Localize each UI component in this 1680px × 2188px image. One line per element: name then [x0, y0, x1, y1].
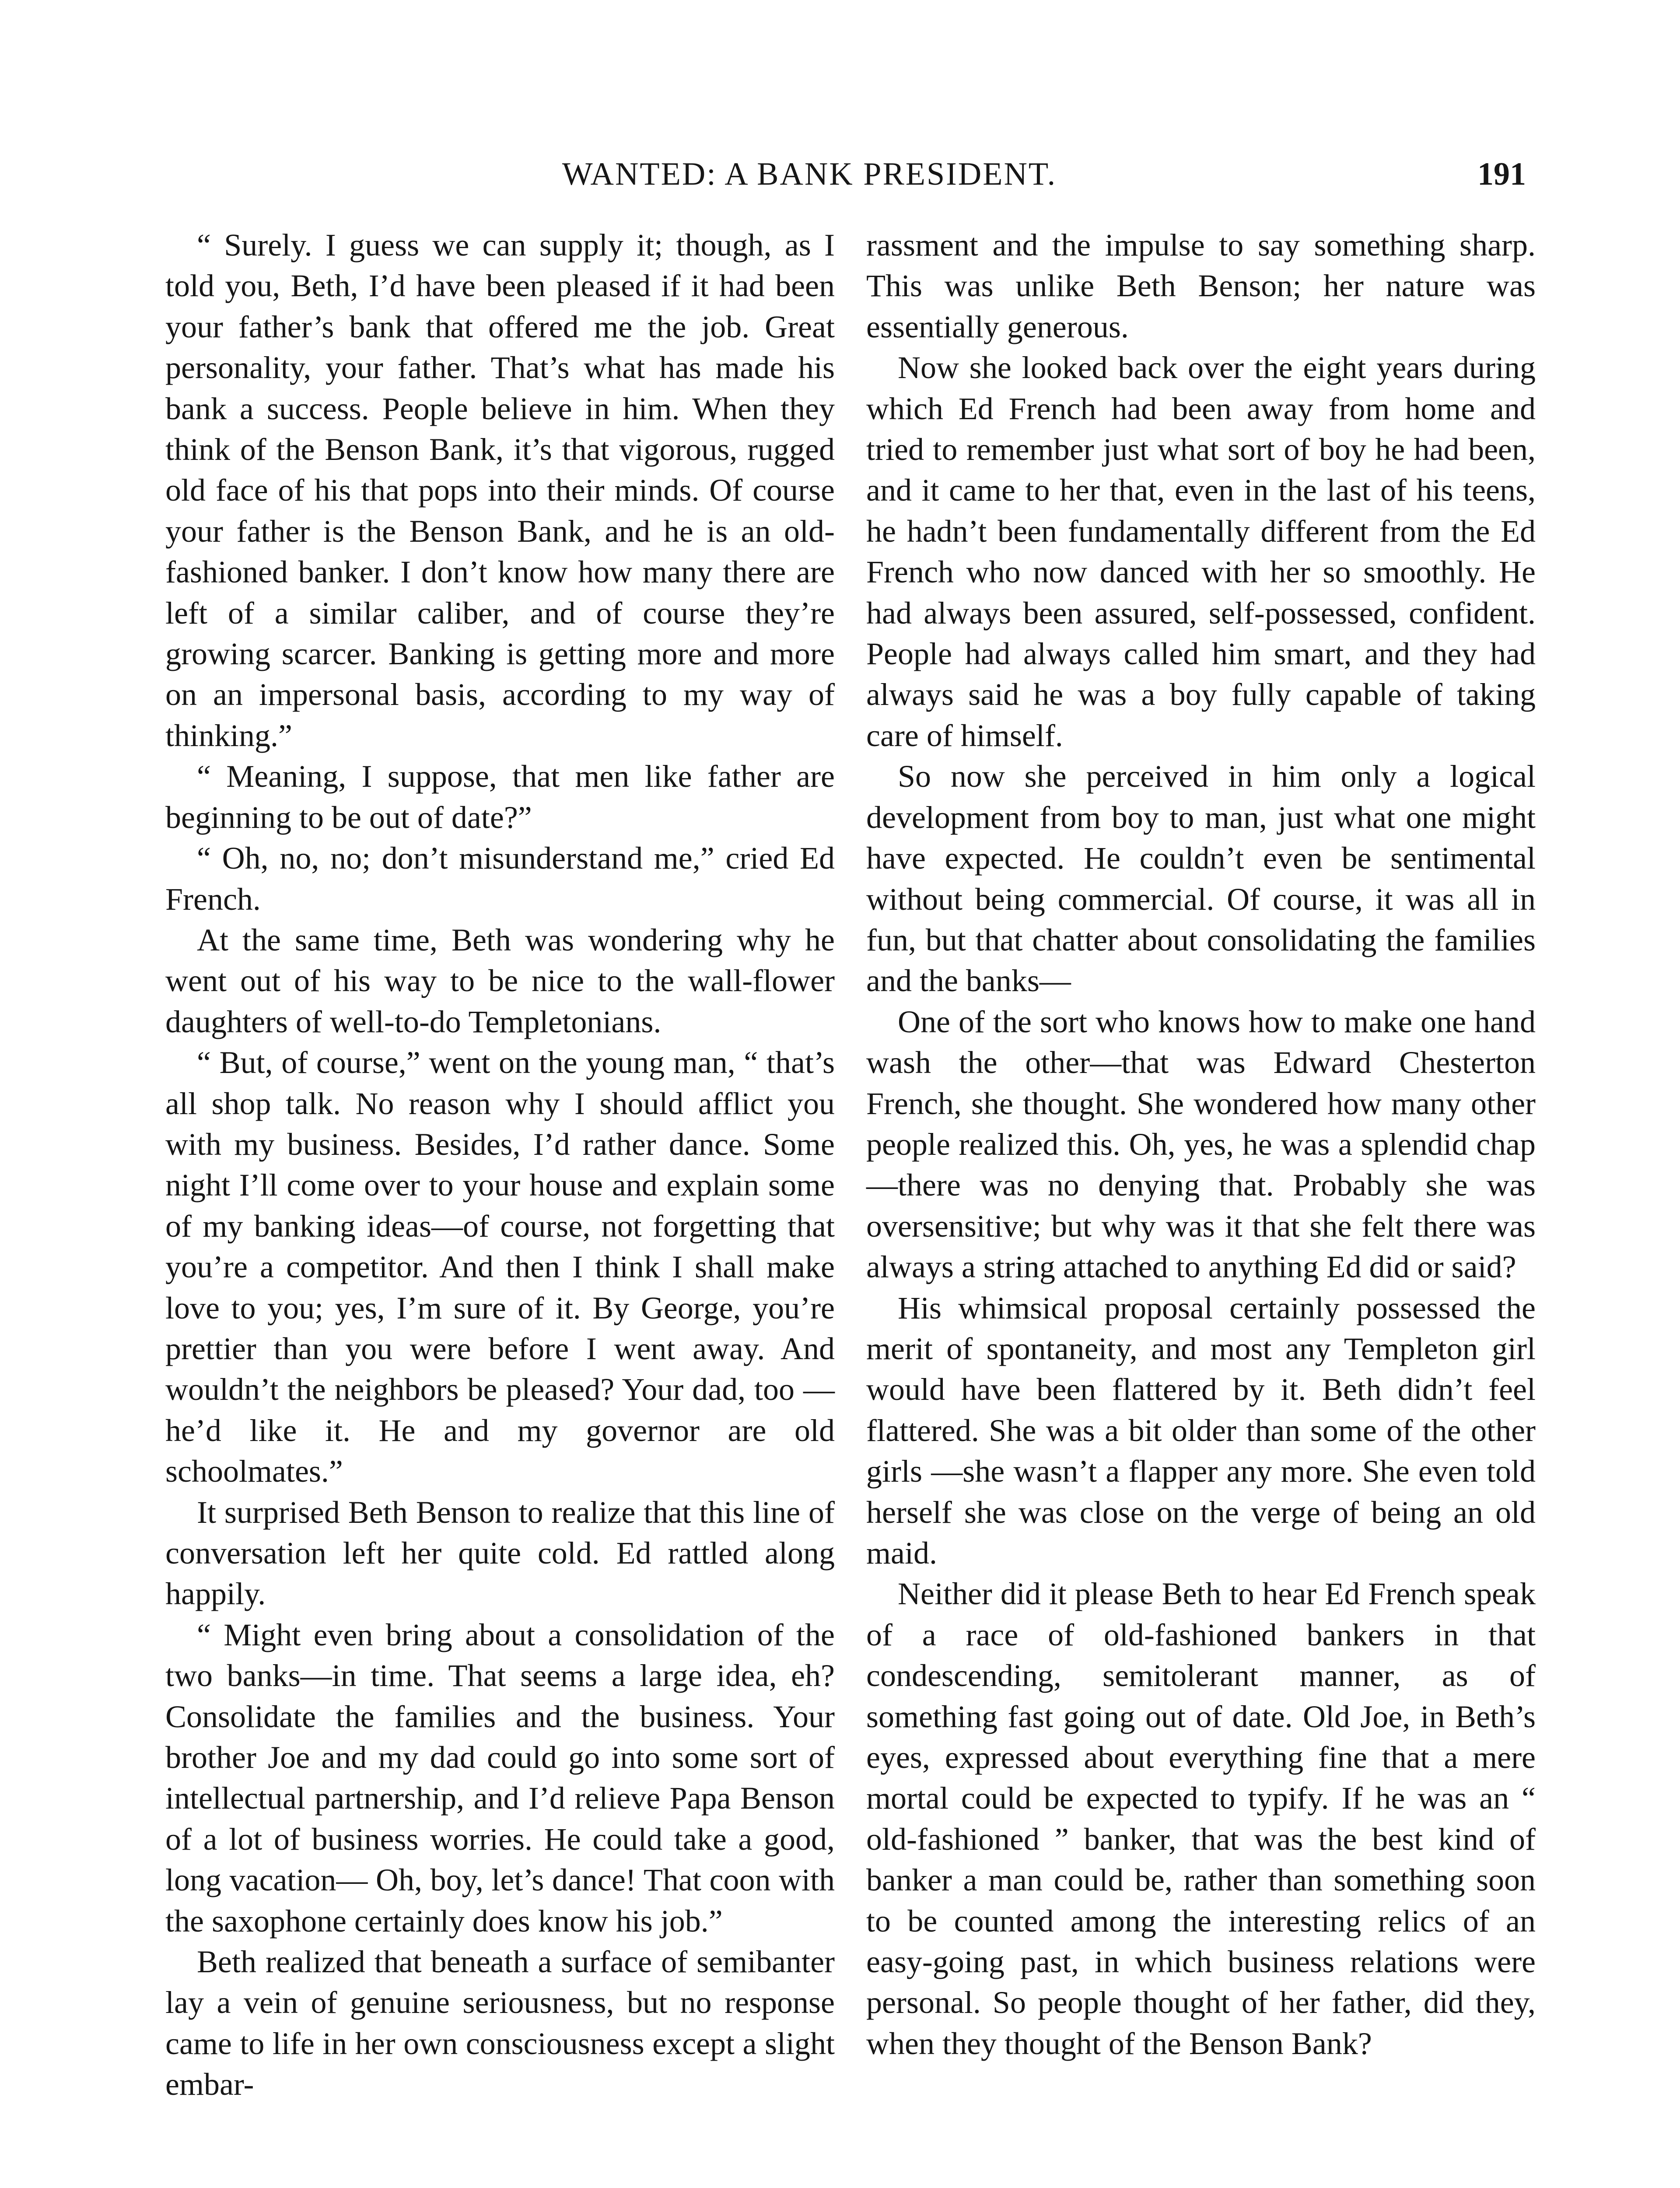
paragraph: At the same time, Beth was wondering why he went out of his way to be nice to the wall-flower daughters of well-to-do Templetonians.: [165, 922, 835, 1039]
running-title: WANTED: A BANK PRESIDENT.: [562, 156, 1057, 192]
left-column: [165, 225, 835, 2105]
paragraph: One of the sort who knows how to make one hand wash the other—that was Edward Chesterton French, she thought. She wondered how many other people realized this. Oh, yes, he was a splendid chap—there was no denying that. Probably she was oversensitive; but why was it that she felt there was always a string attached to anything Ed did or said?: [866, 1004, 1536, 1285]
paragraph: “ Oh, no, no; don’t misunderstand me,” cried Ed French.: [165, 841, 835, 917]
paragraph: “ Might even bring about a consolidation of the two banks—in time. That seems a large idea, eh? Consolidate the families and the business. Your brother Joe and my dad could go into some sort of intellectual partnership, and I’d relieve Papa Benson of a lot of business worries. He could take a good, long vacation— Oh, boy, let’s dance! That coon with the saxophone certainly does know his job.”: [165, 1617, 835, 1939]
paragraph: “ Surely. I guess we can supply it; though, as I told you, Beth, I’d have been pleased if it had been your father’s bank that offered me the job. Great personality, your father. That’s what has made his bank a success. People believe in him. When they think of the Benson Bank, it’s that vigorous, rugged old face of his that pops into their minds. Of course your father is the Benson Bank, and he is an old-fashioned banker. I don’t know how many there are left of a similar caliber, and of course they’re growing scarcer. Banking is getting more and more on an impersonal basis, according to my way of thinking.”: [165, 228, 835, 753]
page-number: 191: [1477, 156, 1526, 192]
paragraph-continued: rassment and the impulse to say something sharp. This was unlike Beth Benson; her nature was essentially generous.: [866, 228, 1536, 344]
right-column: [866, 225, 1536, 2064]
paragraph: “ But, of course,” went on the young man, “ that’s all shop talk. No reason why I should afflict you with my business. Besides, I’d rather dance. Some night I’ll come over to your house and explain some of my banking ideas—of course, not forgetting that you’re a competitor. And then I think I shall make love to you; yes, I’m sure of it. By George, you’re prettier than you were before I went away. And wouldn’t the neighbors be pleased? Your dad, too —he’d like it. He and my governor are old schoolmates.”: [165, 1045, 835, 1489]
paragraph: It surprised Beth Benson to realize that this line of conversation left her quite cold. Ed rattled along happily.: [165, 1494, 835, 1612]
paragraph: His whimsical proposal certainly possessed the merit of spontaneity, and most any Templeton girl would have been flattered by it. Beth didn’t feel flattered. She was a bit older than some of the other girls —she wasn’t a flapper any more. She even told herself she was close on the verge of being an old maid.: [866, 1290, 1536, 1571]
paragraph: Beth realized that beneath a surface of semibanter lay a vein of genuine seriousness, but no response came to life in her own consciousness except a slight embar-: [165, 1944, 835, 2102]
paragraph: So now she perceived in him only a logical development from boy to man, just what one might have expected. He couldn’t even be sentimental without being commercial. Of course, it was all in fun, but that chatter about consolidating the families and the banks—: [866, 759, 1536, 999]
paragraph: “ Meaning, I suppose, that men like father are beginning to be out of date?”: [165, 759, 835, 835]
paragraph: Now she looked back over the eight years during which Ed French had been away from home and tried to remember just what sort of boy he had been, and it came to her that, even in the last of his teens, he hadn’t been fundamentally different from the Ed French who now danced with her so smoothly. He had always been assured, self-possessed, confident. People had always called him smart, and they had always said he was a boy fully capable of taking care of himself.: [866, 350, 1536, 753]
paragraph: Neither did it please Beth to hear Ed French speak of a race of old-fashioned bankers in that condescending, semitolerant manner, as of something fast going out of date. Old Joe, in Beth’s eyes, expressed about everything fine that a mere mortal could be expected to typify. If he was an “ old-fashioned ” banker, that was the best kind of banker a man could be, rather than something soon to be counted among the interesting relics of an easy-going past, in which business relations were personal. So people thought of her father, did they, when they thought of the Benson Bank?: [866, 1576, 1536, 2061]
